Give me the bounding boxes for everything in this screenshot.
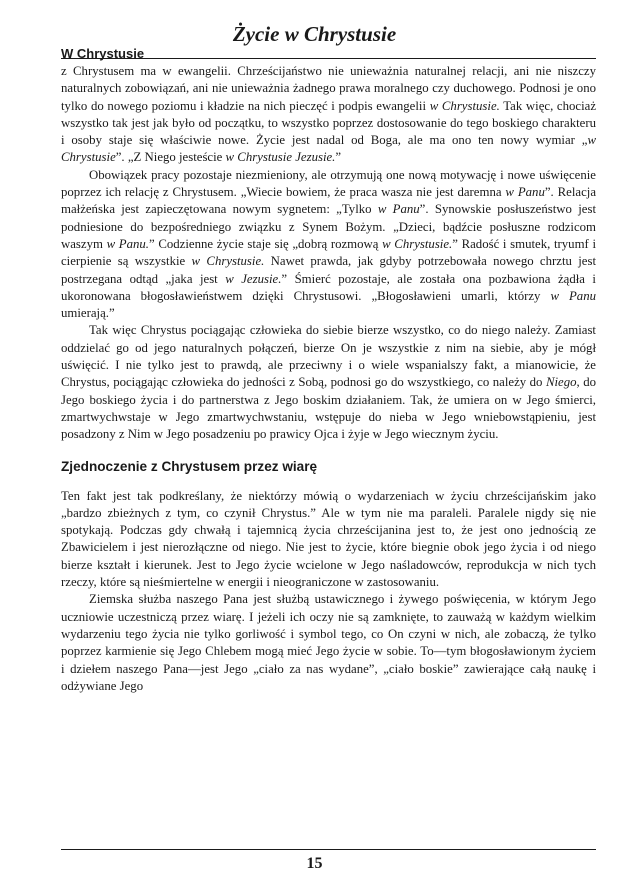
text-run: ” xyxy=(335,150,342,165)
text-run: ” Codzienne życie staje się „dobrą rozmową xyxy=(149,236,383,251)
paragraph xyxy=(61,591,596,695)
header-divider xyxy=(61,58,596,59)
text-run: umierają.” xyxy=(61,306,115,321)
section-heading: Zjednoczenie z Chrystusem przez wiarę xyxy=(61,458,318,474)
paragraph xyxy=(61,63,596,167)
italic-text: w Chrystusie Jezusie. xyxy=(225,150,336,165)
text-run: ” Śmierć pozostaje, ale została ona pozbawiona żądła i ukoronowana błogosławieństwem dzięki Chrystusowi. „Błogosławieni umarli, którzy xyxy=(61,271,596,303)
body-text xyxy=(61,63,596,695)
text-run: Tak więc Chrystus pociągając człowieka do siebie bierze wszystko, co do niego należy. Zamiast oddzielać go od jego naturalnych połączeń, bierze On je wszystkie z nim na siebie, aby je mógł uświęcić. I nie tylko jest to prawdą, ale przeciwny i o wiele wspanialszy fakt, a mianowicie, że Chrystus, pociągając człowieka do jedności z Sobą, podnosi go do wszystkiego, co należy do xyxy=(61,323,596,390)
paragraph xyxy=(61,167,596,323)
running-head: W Chrystusie xyxy=(61,46,145,61)
text-run: Tak więc, chociaż wszystko tak jest jak było od początku, to wszystko poprzez dostosowanie do tego boskiego charakteru i osoby staje się właściwie nowe. Życie jest nadal od Boga, ale ma ono ten nowy wymiar „ xyxy=(61,98,596,148)
text-run: z Chrystusem ma w ewangelii. Chrześcijaństwo nie unieważnia naturalnej relacji, ani nie niszczy naturalnych zobowiązań, ani nie unieważnia żadnego prawa moralnego czy duchowego. Podnosi je ono tylko do nowego poziomu i kładzie na nich pieczęć i podpis ewangelii xyxy=(61,64,596,113)
paragraph xyxy=(61,488,596,592)
text-run: Obowiązek pracy pozostaje niezmieniony, ale otrzymują one nową motywację i nowe uświęcenie poprzez ich relację z Chrystusem. „Wiecie bowiem, że praca wasza nie jest daremna xyxy=(61,167,596,200)
italic-text: w Chrystusie. xyxy=(191,254,265,269)
italic-text: w Jezusie. xyxy=(225,271,282,286)
italic-text: w Panu xyxy=(377,202,420,217)
text-run: Ziemska służba naszego Pana jest służbą ustawicznego i żywego poświęcenia, w którym Jego uczniowie uczestniczą przez wiarę. I jeżeli ich oczy nie są zamknięte, to zauważą w każdym wielkim wydarzeniu tego życia nie tylko gorliwość i symbol tego, co On czyni w nich, ale zobaczą, że tylko poprzez karmienie się Jego Chlebem mogą mieć Jego życie w sobie. To—tym błogosławionym życiem i dziełem naszego Pana—jest Jego „ciało za nas wydane”, „ciało boskie” zawierające całą naukę i odżywiane Jego xyxy=(61,592,596,693)
page-header-title: Życie w Chrystusie xyxy=(232,22,397,46)
text-run: ”. Relacja małżeńska jest zapieczętowana nowym sygnetem: „Tylko xyxy=(61,185,596,217)
italic-text: w Panu xyxy=(505,185,545,200)
footer-divider xyxy=(61,849,596,850)
italic-text: w Panu. xyxy=(106,236,149,251)
italic-text: w Chrystusie. xyxy=(429,98,500,113)
italic-text: Niego xyxy=(545,375,577,390)
text-run: ”. Synowskie posłuszeństwo jest podniesione do bezpośredniego związku z Synem Bożym. „Dzieci, bądźcie posłuszne rodzicom waszym xyxy=(61,202,596,251)
text-run: ” Radość i smutek, tryumf i cierpienie są wszystkie xyxy=(61,236,596,269)
text-run: Nawet prawda, jak gdyby potrzebowała nowego chrztu jest postrzegana odtąd „jaka jest xyxy=(61,254,597,286)
italic-text: w Chrystusie. xyxy=(382,236,453,251)
italic-text: w Chrystusie xyxy=(61,133,596,165)
text-run: ”. „Z Niego jesteście xyxy=(115,150,226,165)
text-run: , do Jego boskiego życia i do partnerstwa z Jego boskim działaniem. Tak, że umiera on w Jego śmierci, zmartwychwstaje w Jego zmartwychwstaniu, wstępuje do nieba w Jego wniebowstąpieniu, jest posadzony z Nim w Jego posadzeniu po prawicy Ojca i żyje w Jego wiecznym życiu. xyxy=(61,375,597,442)
italic-text: w Panu xyxy=(550,288,596,303)
paragraph xyxy=(61,322,596,443)
text-run: Ten fakt jest tak podkreślany, że niektórzy mówią o wydarzeniach w życiu chrześcijańskim jako „bardzo zbieżnych z tym, co czynił Chrystus.” Ale w tym nie ma paraleli. Paralele nigdy się nie spotykają. Podczas gdy chwałą i tajemnicą życia chrześcijanina jest to, że jest ono jednością ze Zbawicielem i jest nierozłączne od niego. Nie jest to życie, które biegnie obok jego życia i od niego bierze kształt i kierunek. Jest to Jego życie wcielone w Jego naśladowców, reprodukcja w nich tych rzeczy, które są nieśmiertelne w energii i nieograniczone w zastosowaniu. xyxy=(61,488,596,590)
page-number: 15 xyxy=(306,855,323,872)
